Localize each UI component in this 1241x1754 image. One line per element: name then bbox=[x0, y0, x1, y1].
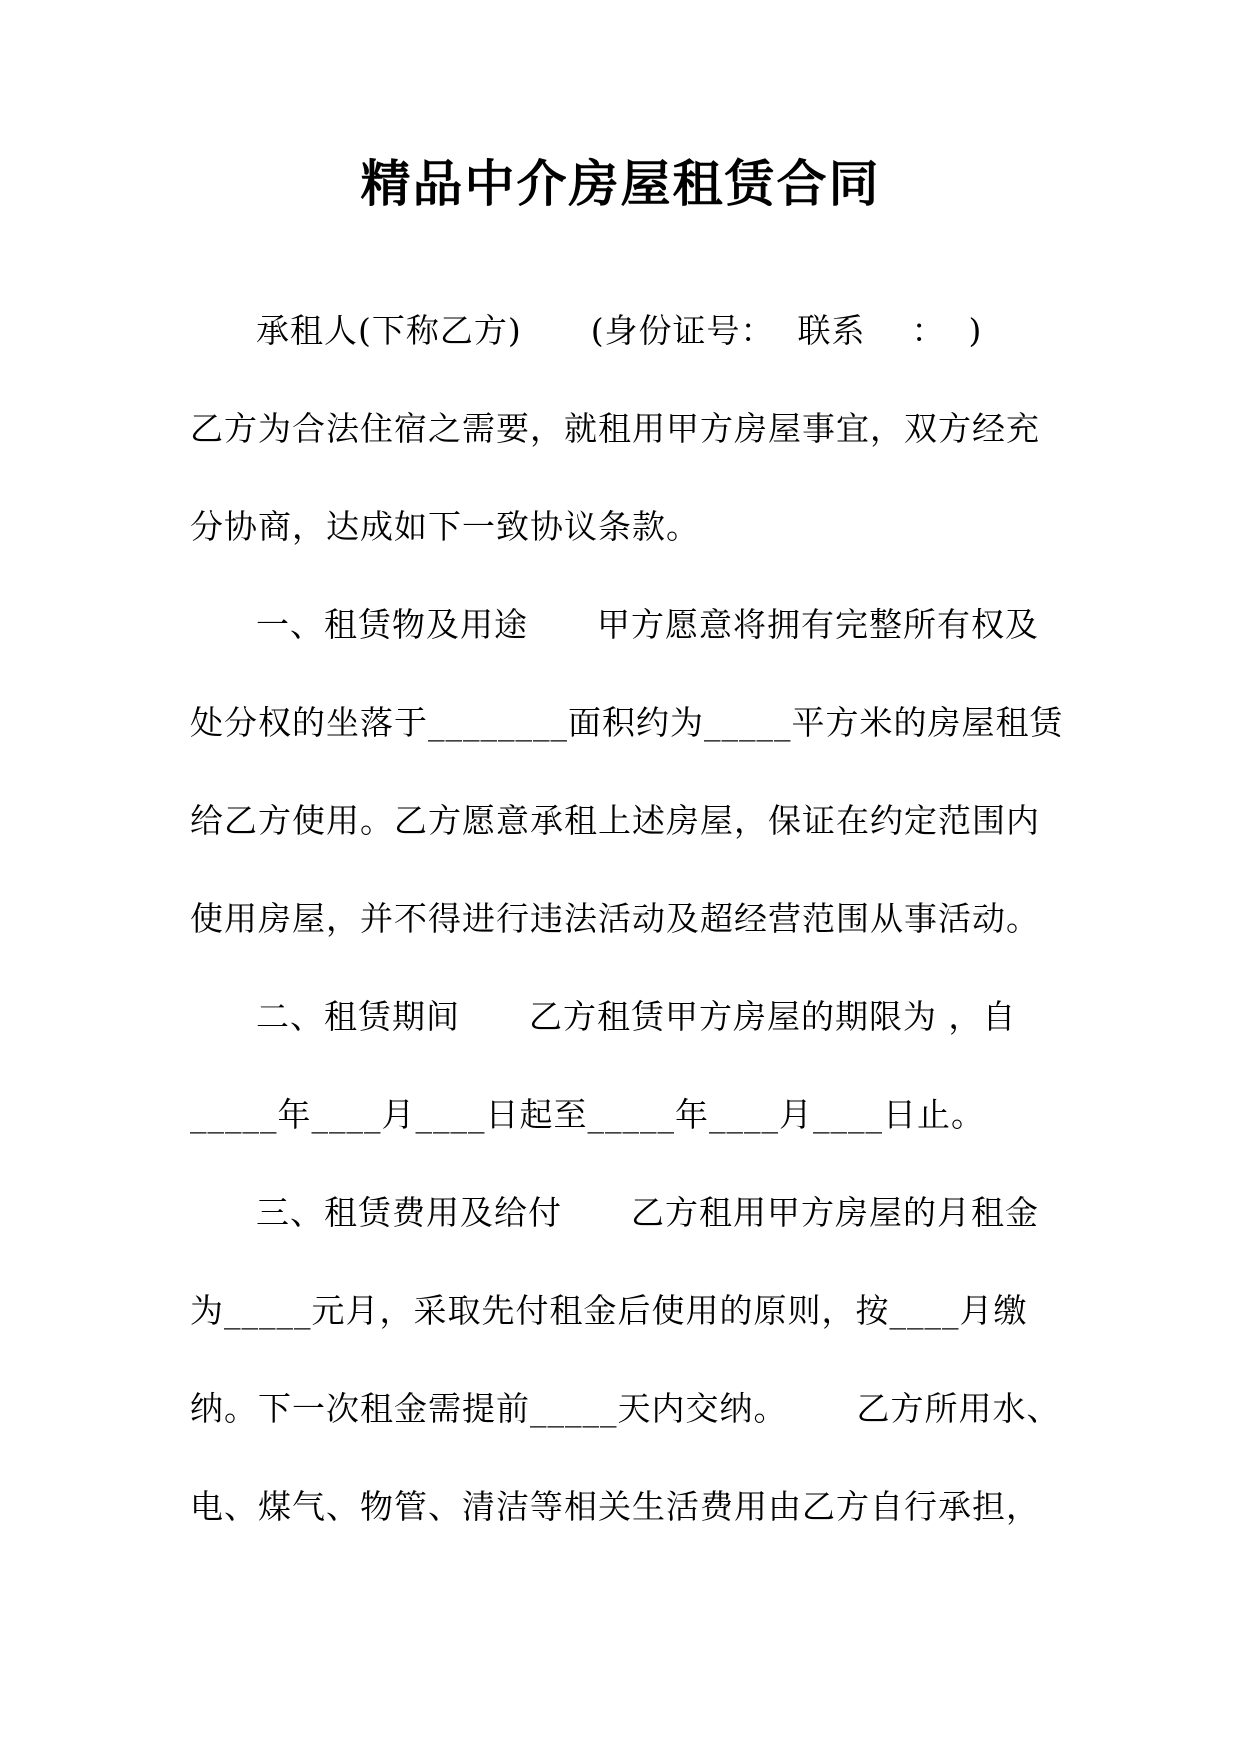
text-line: 纳。下一次租金需提前_____天内交纳。 乙方所用水、 bbox=[190, 1389, 1061, 1428]
text-line: 分协商，达成如下一致协议条款。 bbox=[190, 507, 700, 546]
text-line: 二、租赁期间 乙方租赁甲方房屋的期限为 ，自 bbox=[256, 997, 1017, 1036]
text-line: 使用房屋，并不得进行违法活动及超经营范围从事活动。 bbox=[190, 899, 1040, 938]
text-line: 处分权的坐落于________面积约为_____平方米的房屋租赁 bbox=[190, 703, 1064, 742]
text-line: 电、煤气、物管、清洁等相关生活费用由乙方自行承担， bbox=[190, 1487, 1040, 1526]
text-line: 为_____元月，采取先付租金后使用的原则，按____月缴 bbox=[190, 1291, 1028, 1330]
text-line: _____年____月____日起至_____年____月____日止。 bbox=[190, 1095, 985, 1134]
text-line: 承租人(下称乙方) (身份证号： 联系 ： ) bbox=[256, 311, 983, 350]
text-line: 乙方为合法住宿之需要，就租用甲方房屋事宜，双方经充 bbox=[190, 409, 1040, 448]
document-title: 精品中介房屋租赁合同 bbox=[360, 155, 881, 213]
text-line: 一、租赁物及用途 甲方愿意将拥有完整所有权及 bbox=[256, 605, 1039, 644]
text-line: 三、租赁费用及给付 乙方租用甲方房屋的月租金 bbox=[256, 1193, 1039, 1232]
text-line: 给乙方使用。乙方愿意承租上述房屋，保证在约定范围内 bbox=[190, 801, 1040, 840]
